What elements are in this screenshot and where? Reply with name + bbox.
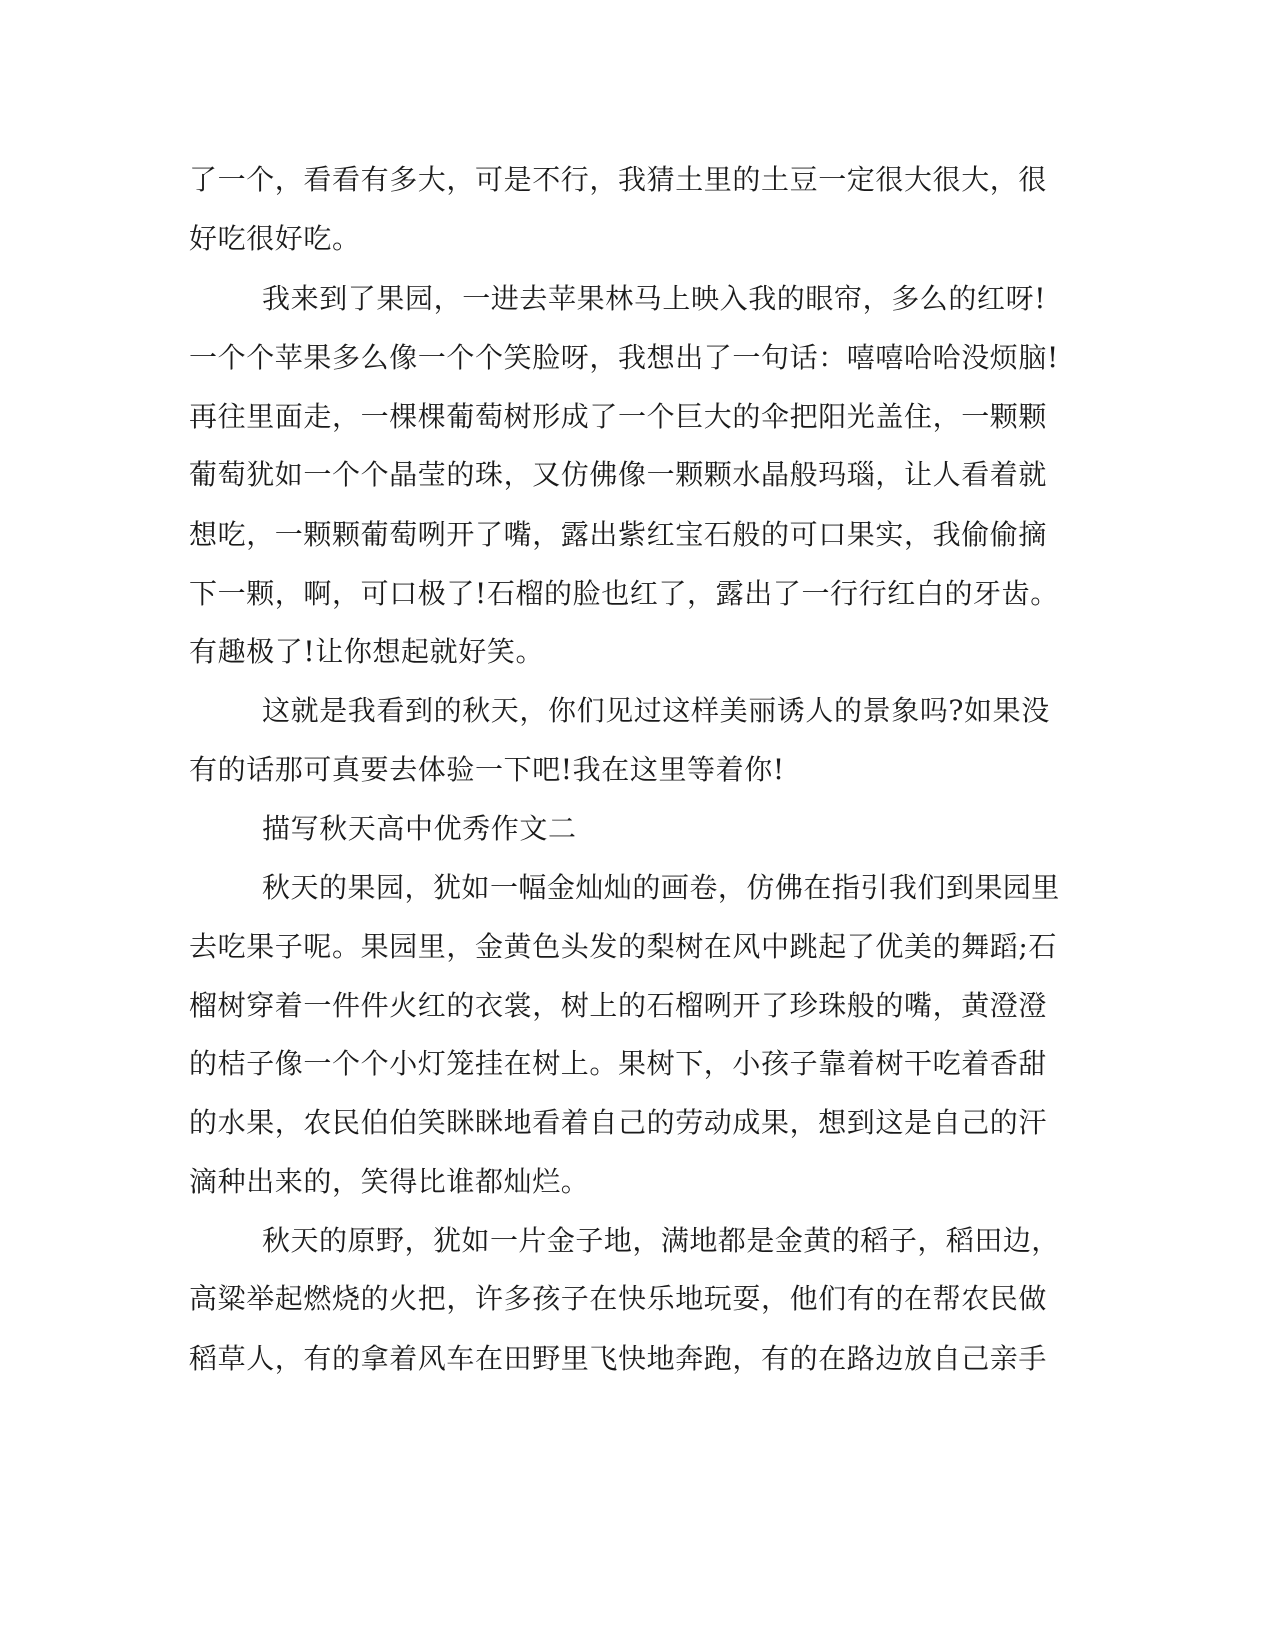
text-line: 好吃很好吃。 bbox=[189, 222, 361, 255]
paragraph-start: 秋天的原野，犹如一片金子地，满地都是金黄的稻子，稻田边， bbox=[262, 1224, 1060, 1257]
text-line: 的水果，农民伯伯笑眯眯地看着自己的劳动成果，想到这是自己的汗 bbox=[189, 1106, 1048, 1139]
text-line: 稻草人，有的拿着风车在田野里飞快地奔跑，有的在路边放自己亲手 bbox=[189, 1342, 1048, 1375]
paragraph-start: 这就是我看到的秋天，你们见过这样美丽诱人的景象吗?如果没 bbox=[262, 694, 1050, 727]
section-heading: 描写秋天高中优秀作文二 bbox=[262, 812, 577, 845]
paragraph-start: 秋天的果园，犹如一幅金灿灿的画卷，仿佛在指引我们到果园里 bbox=[262, 871, 1060, 904]
text-line: 滴种出来的，笑得比谁都灿烂。 bbox=[189, 1165, 590, 1198]
text-line: 了一个，看看有多大，可是不行，我猜土里的土豆一定很大很大，很 bbox=[189, 163, 1048, 196]
text-line: 去吃果子呢。果园里，金黄色头发的梨树在风中跳起了优美的舞蹈;石 bbox=[189, 930, 1058, 963]
text-line: 榴树穿着一件件火红的衣裳，树上的石榴咧开了珍珠般的嘴，黄澄澄 bbox=[189, 989, 1048, 1022]
paragraph-start: 我来到了果园，一进去苹果林马上映入我的眼帘，多么的红呀! bbox=[262, 282, 1047, 315]
text-line: 下一颗，啊，可口极了!石榴的脸也红了，露出了一行行红白的牙齿。 bbox=[189, 577, 1059, 610]
text-line: 有的话那可真要去体验一下吧!我在这里等着你! bbox=[189, 753, 785, 786]
text-line: 有趣极了!让你想起就好笑。 bbox=[189, 635, 545, 668]
text-line: 葡萄犹如一个个晶莹的珠，又仿佛像一颗颗水晶般玛瑙，让人看着就 bbox=[189, 458, 1048, 491]
text-line: 一个个苹果多么像一个个笑脸呀，我想出了一句话：嘻嘻哈哈没烦脑! bbox=[189, 341, 1059, 374]
text-line: 再往里面走，一棵棵葡萄树形成了一个巨大的伞把阳光盖住，一颗颗 bbox=[189, 400, 1048, 433]
text-line: 高粱举起燃烧的火把，许多孩子在快乐地玩耍，他们有的在帮农民做 bbox=[189, 1282, 1048, 1315]
text-line: 想吃，一颗颗葡萄咧开了嘴，露出紫红宝石般的可口果实，我偷偷摘 bbox=[189, 518, 1048, 551]
text-line: 的桔子像一个个小灯笼挂在树上。果树下，小孩子靠着树干吃着香甜 bbox=[189, 1047, 1048, 1080]
